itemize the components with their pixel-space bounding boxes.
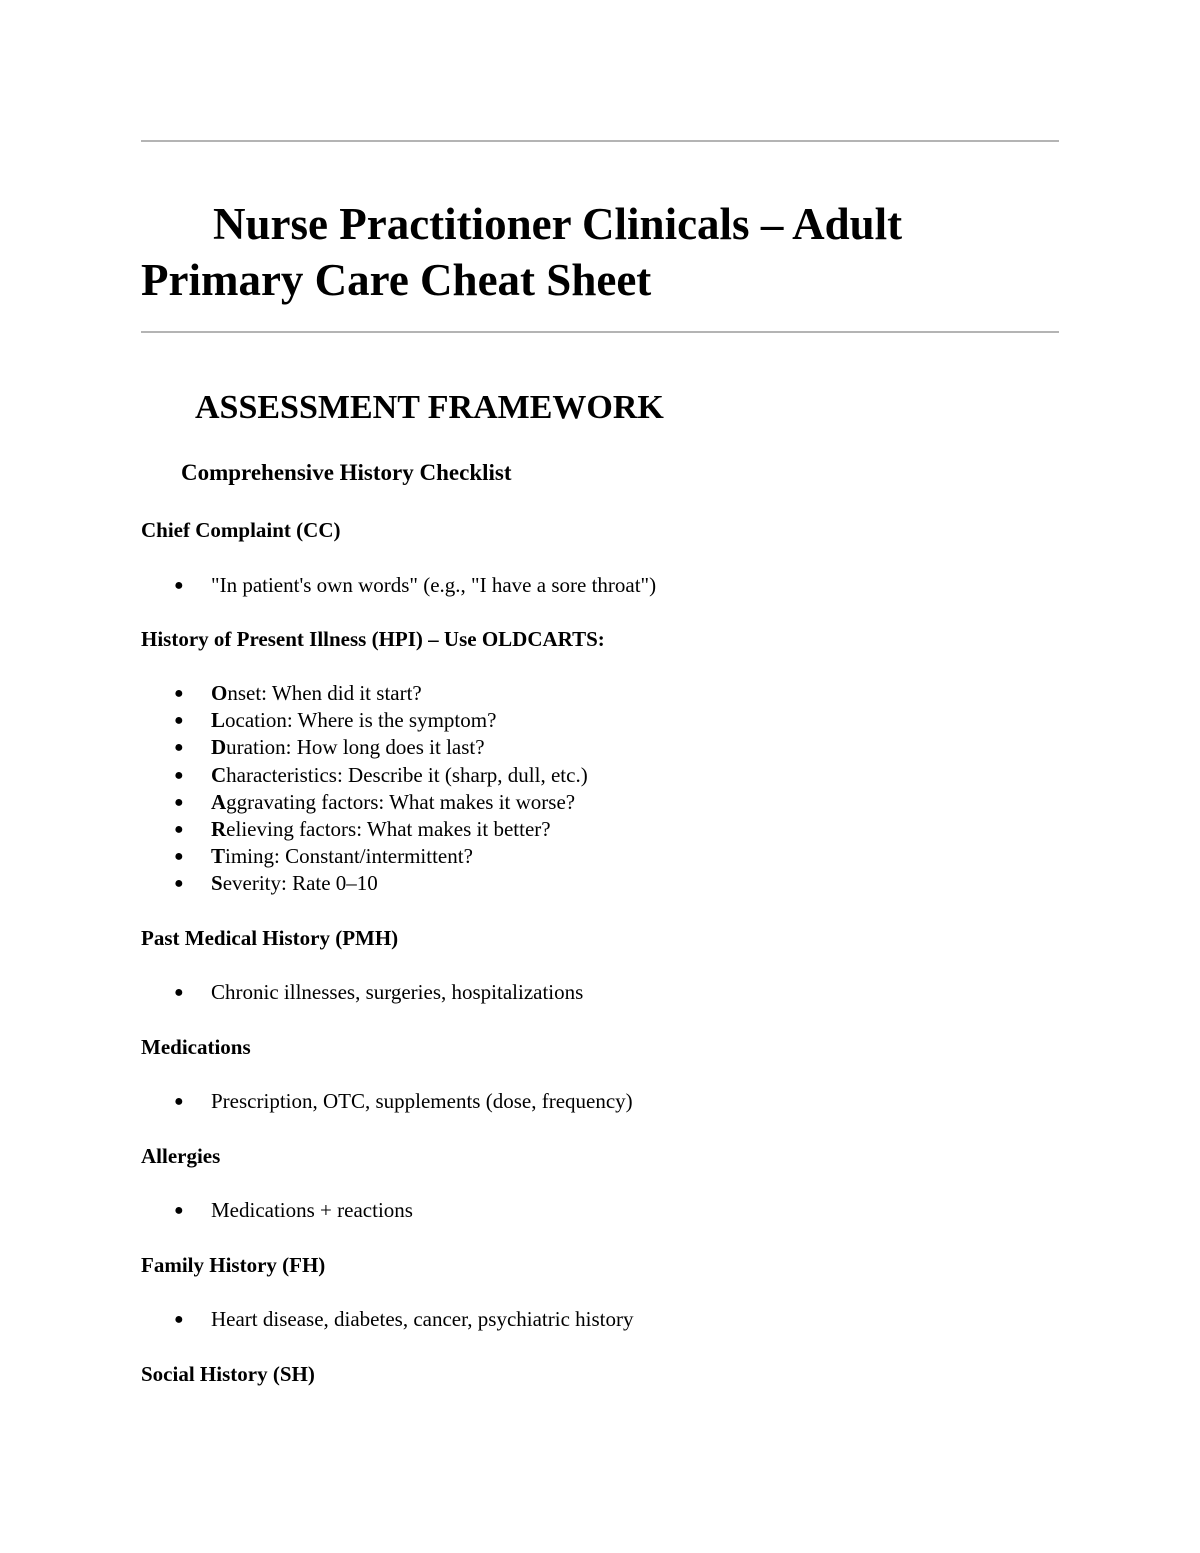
list-item: ● Timing: Constant/intermittent? — [141, 843, 588, 870]
bullet-icon: ● — [174, 984, 184, 1001]
bullet-icon: ● — [174, 793, 184, 811]
title-divider — [141, 331, 1059, 333]
hpi-list — [141, 680, 588, 898]
bullet-icon: ● — [174, 739, 184, 757]
cc-heading: Chief Complaint (CC) — [141, 518, 341, 542]
cc-list — [141, 572, 656, 599]
bullet-icon: ● — [174, 685, 184, 702]
page-title: Nurse Practitioner Clinicals – Adult Primary Care Cheat Sheet — [141, 199, 903, 305]
hpi-heading: History of Present Illness (HPI) – Use OLDCARTS: — [141, 627, 605, 651]
bullet-icon: ● — [174, 712, 184, 730]
list-item: ● Location: Where is the symptom? — [141, 707, 588, 734]
fh-list — [141, 1306, 633, 1333]
list-item: ● Severity: Rate 0–10 — [141, 870, 588, 897]
list-item: ● Duration: How long does it last? — [141, 734, 588, 761]
list-item: ● Medications + reactions — [141, 1197, 413, 1224]
list-item: ● Chronic illnesses, surgeries, hospitalizations — [141, 979, 583, 1006]
list-item: ● Onset: When did it start? — [141, 680, 588, 707]
allergies-heading: Allergies — [141, 1144, 221, 1168]
list-item: ● "In patient's own words" (e.g., "I have a sore throat") — [141, 572, 656, 599]
bullet-icon: ● — [174, 1093, 184, 1110]
list-item: ● Prescription, OTC, supplements (dose, frequency) — [141, 1088, 633, 1115]
meds-heading: Medications — [141, 1035, 251, 1059]
sh-heading: Social History (SH) — [141, 1362, 315, 1386]
meds-list — [141, 1088, 633, 1115]
fh-heading: Family History (FH) — [141, 1253, 326, 1277]
allergies-list — [141, 1197, 413, 1224]
bullet-icon: ● — [174, 821, 184, 839]
subsection-heading: Comprehensive History Checklist — [181, 460, 512, 485]
bullet-icon: ● — [174, 1311, 184, 1328]
bullet-icon: ● — [174, 848, 184, 866]
bullet-icon: ● — [174, 766, 184, 784]
pmh-list — [141, 979, 583, 1006]
list-item: ● Characteristics: Describe it (sharp, dull, etc.) — [141, 762, 588, 789]
top-divider — [141, 140, 1059, 142]
pmh-heading: Past Medical History (PMH) — [141, 926, 399, 950]
bullet-icon: ● — [174, 1202, 184, 1219]
list-item: ● Heart disease, diabetes, cancer, psychiatric history — [141, 1306, 633, 1333]
bullet-icon: ● — [174, 577, 184, 594]
list-item: ● Relieving factors: What makes it better? — [141, 816, 588, 843]
list-item: ● Aggravating factors: What makes it worse? — [141, 789, 588, 816]
section-heading: ASSESSMENT FRAMEWORK — [195, 389, 664, 426]
bullet-icon: ● — [174, 875, 184, 893]
